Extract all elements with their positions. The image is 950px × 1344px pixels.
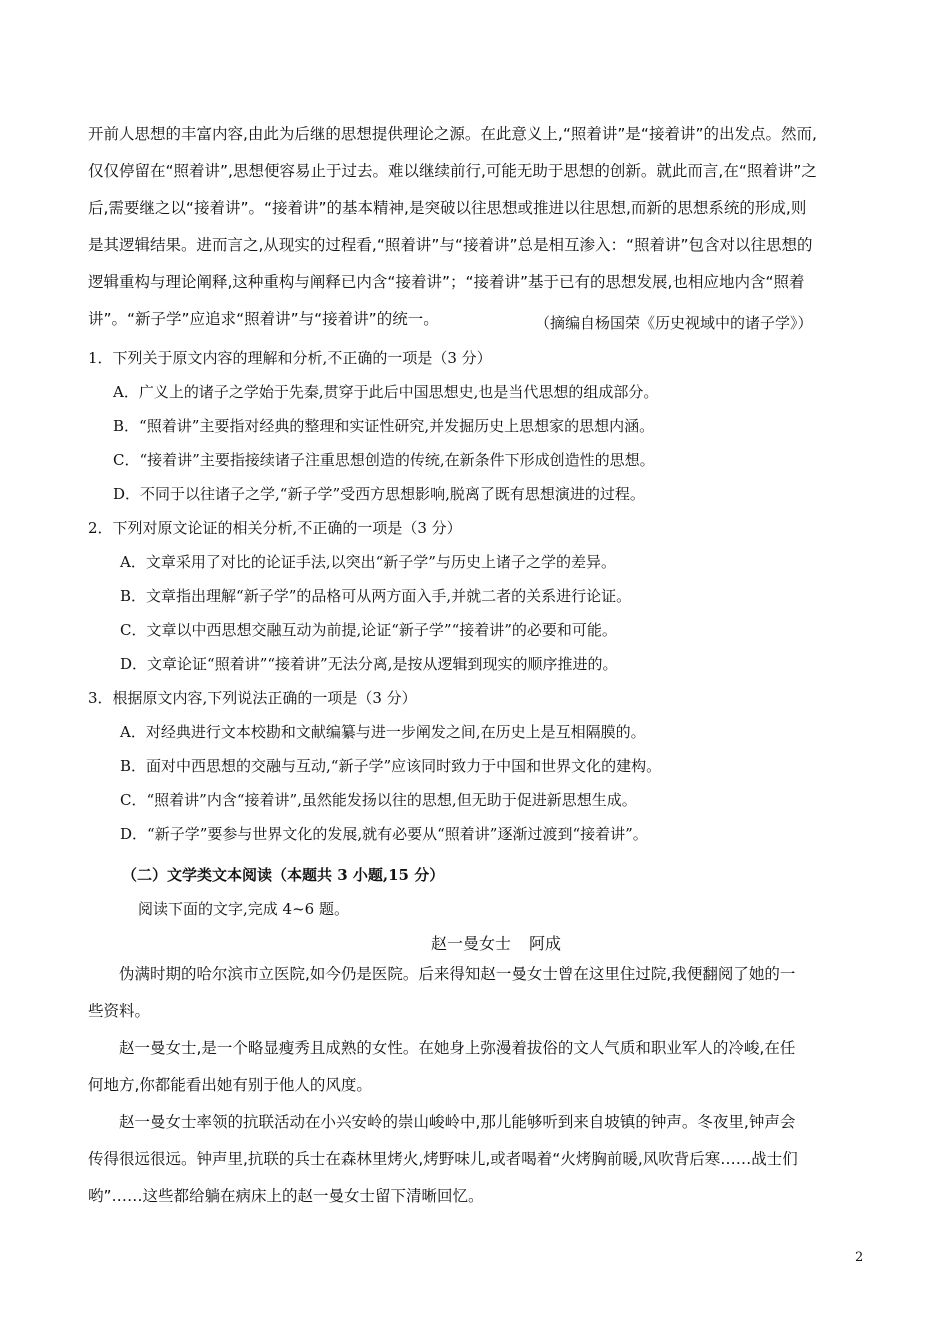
question-3-option-b: B．面对中西思想的交融与互动,“新子学”应该同时致力于中国和世界文化的建构。 — [120, 757, 662, 775]
story-line: 伪满时期的哈尔滨市立医院,如今仍是医院。后来得知赵一曼女士曾在这里住过院,我便翻阅了她的一 — [119, 965, 796, 983]
passage-line: 讲”。“新子学”应追求“照着讲”与“接着讲”的统一。 — [88, 310, 439, 328]
question-1-stem: 1．下列关于原文内容的理解和分析,不正确的一项是（3 分） — [88, 349, 492, 367]
question-2-option-d: D．文章论证“照着讲”“接着讲”无法分离,是按从逻辑到现实的顺序推进的。 — [120, 655, 618, 673]
question-3-option-c: C．“照着讲”内含“接着讲”,虽然能发扬以往的思想,但无助于促进新思想生成。 — [120, 791, 637, 809]
passage-top — [88, 116, 868, 338]
article-title — [431, 931, 561, 954]
question-1-option-d: D．不同于以往诸子之学,“新子学”受西方思想影响,脱离了既有思想演进的过程。 — [113, 485, 645, 503]
passage-line: 逻辑重构与理论阐释,这种重构与阐释已内含“接着讲”；“接着讲”基于已有的思想发展,也相应地内含“照着 — [88, 273, 805, 291]
passage-line: 是其逻辑结果。进而言之,从现实的过程看,“照着讲”与“接着讲”总是相互渗入：“照着讲”包含对以往思想的 — [88, 236, 813, 254]
question-3-option-d: D．“新子学”要参与世界文化的发展,就有必要从“照着讲”逐渐过渡到“接着讲”。 — [120, 825, 648, 843]
question-1-option-a: A．广义上的诸子之学始于先秦,贯穿于此后中国思想史,也是当代思想的组成部分。 — [113, 383, 659, 401]
story-line: 何地方,你都能看出她有别于他人的风度。 — [88, 1076, 372, 1094]
section-heading: （二）文学类文本阅读（本题共 3 小题,15 分） — [122, 866, 445, 884]
passage-line: 仅仅停留在“照着讲”,思想便容易止于过去。难以继续前行,可能无助于思想的创新。就此而言,在“照着讲”之 — [88, 162, 817, 180]
story-line: 哟”……这些都给躺在病床上的赵一曼女士留下清晰回忆。 — [88, 1187, 484, 1205]
passage-source: （摘编自杨国荣《历史视域中的诸子学》） — [535, 314, 813, 332]
story-line: 些资料。 — [88, 1002, 151, 1020]
story-line: 传得很远很远。钟声里,抗联的兵士在森林里烤火,烤野味儿,或者喝着“火烤胸前暖,风吹背后寒……战士们 — [88, 1150, 798, 1168]
page-number: 2 — [855, 1250, 864, 1265]
question-3-stem: 3．根据原文内容,下列说法正确的一项是（3 分） — [88, 689, 417, 707]
story-line: 赵一曼女士率领的抗联活动在小兴安岭的崇山峻岭中,那儿能够听到来自坡镇的钟声。冬夜里,钟声会 — [119, 1113, 796, 1131]
passage-line: 后,需要继之以“接着讲”。“接着讲”的基本精神,是突破以往思想或推进以往思想,而新的思想系统的形成,则 — [88, 199, 807, 217]
article-author: 阿成 — [529, 934, 562, 953]
story-line: 赵一曼女士,是一个略显瘦秀且成熟的女性。在她身上弥漫着拔俗的文人气质和职业军人的冷峻,在任 — [119, 1039, 796, 1057]
question-1-option-b: B．“照着讲”主要指对经典的整理和实证性研究,并发掘历史上思想家的思想内涵。 — [113, 417, 655, 435]
question-2-option-a: A．文章采用了对比的论证手法,以突出“新子学”与历史上诸子之学的差异。 — [120, 553, 616, 571]
question-2-option-c: C．文章以中西思想交融互动为前提,论证“新子学”“接着讲”的必要和可能。 — [120, 621, 617, 639]
question-2-option-b: B．文章指出理解“新子学”的品格可从两方面入手,并就二者的关系进行论证。 — [120, 587, 632, 605]
passage-line: 开前人思想的丰富内容,由此为后继的思想提供理论之源。在此意义上,“照着讲”是“接着讲”的出发点。然而, — [88, 125, 817, 143]
story-body — [88, 956, 868, 1215]
question-1-option-c: C．“接着讲”主要指接续诸子注重思想创造的传统,在新条件下形成创造性的思想。 — [113, 451, 655, 469]
question-3-option-a: A．对经典进行文本校勘和文献编纂与进一步阐发之间,在历史上是互相隔膜的。 — [120, 723, 646, 741]
question-2-stem: 2．下列对原文论证的相关分析,不正确的一项是（3 分） — [88, 519, 462, 537]
section-instruction: 阅读下面的文字,完成 4~6 题。 — [138, 900, 349, 918]
article-title-text: 赵一曼女士 — [431, 934, 512, 953]
